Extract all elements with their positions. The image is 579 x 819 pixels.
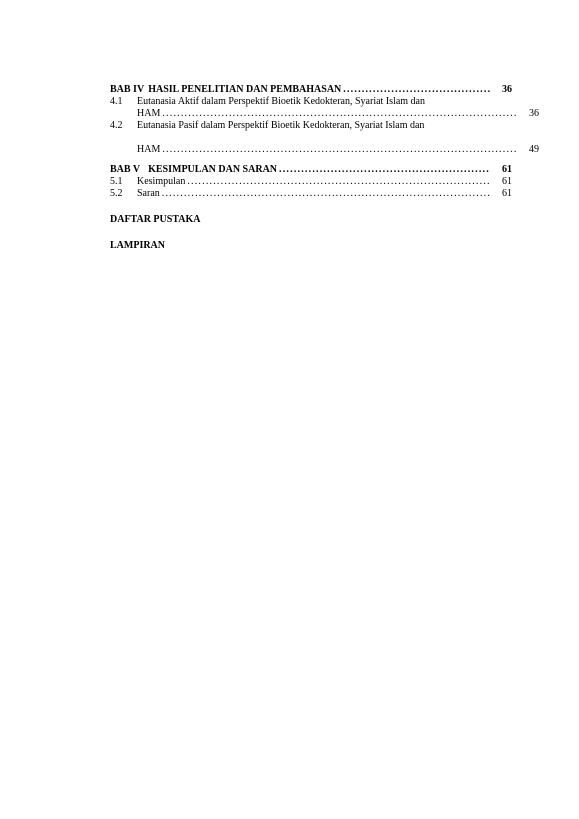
toc-chapter-5[interactable] [110,164,512,176]
chapter-title: KESIMPULAN DAN SARAN [148,164,278,175]
section-number: 4.2 [110,120,123,131]
chapter-number: BAB V [110,164,141,175]
page-number: 36 [529,108,539,119]
toc-chapter-4[interactable] [110,84,512,96]
dot-leader [187,176,490,188]
section-title: Kesimpulan [137,176,186,187]
toc-item-5-2[interactable] [110,188,512,200]
section-title-line2: HAM [137,108,161,119]
toc-daftar-pustaka[interactable]: DAFTAR PUSTAKA [110,214,201,225]
page-number: 61 [502,164,512,175]
section-title-line1: Eutanasia Aktif dalam Perspektif Bioetik Kedokteran, Syariat Islam dan [137,96,425,107]
section-title-line1: Eutanasia Pasif dalam Perspektif Bioetik Kedokteran, Syariat Islam dan [137,120,425,131]
section-number: 5.2 [110,188,123,199]
section-title: Saran [137,188,160,199]
page-number: 49 [529,144,539,155]
section-number: 5.1 [110,176,123,187]
section-number: 4.1 [110,96,123,107]
dot-leader [162,188,490,200]
page-number: 61 [502,188,512,199]
dot-leader [279,164,490,176]
chapter-title: HASIL PENELITIAN DAN PEMBAHASAN [148,84,342,95]
table-of-contents [110,84,539,252]
dot-leader [162,144,517,156]
dot-leader [343,84,490,96]
chapter-number: BAB IV [110,84,145,95]
page-number: 36 [502,84,512,95]
section-title-line2: HAM [137,144,161,155]
dot-leader [162,108,517,120]
toc-item-4-2[interactable] [110,120,539,156]
toc-item-5-1[interactable] [110,176,512,188]
toc-lampiran[interactable]: LAMPIRAN [110,240,165,251]
toc-item-4-1[interactable] [110,96,539,120]
page-number: 61 [502,176,512,187]
